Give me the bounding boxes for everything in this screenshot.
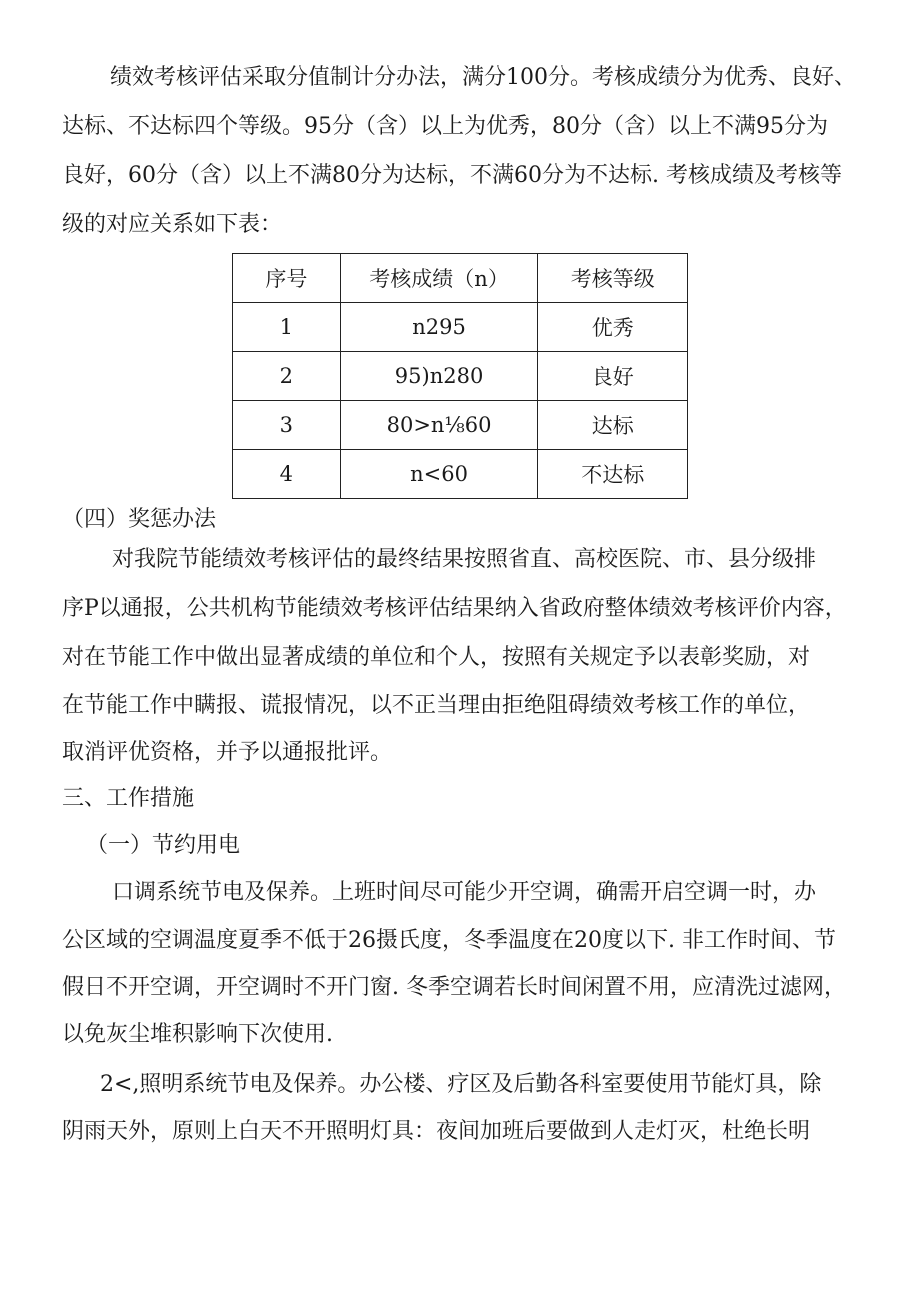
table-cell: 达标	[538, 401, 688, 450]
text-line: 口调系统节电及保养。上班时间尽可能少开空调，确需开启空调一时，办	[112, 880, 817, 905]
text-line: 达标、不达标四个等级。95分（含）以上为优秀，80分（含）以上不满95分为	[62, 114, 828, 139]
text-line: 对我院节能绩效考核评估的最终结果按照省直、高校医院、市、县分级排	[112, 547, 817, 572]
table-row	[233, 352, 688, 401]
section-heading: 三、工作措施	[62, 786, 195, 811]
text-line: 在节能工作中瞒报、谎报情况，以不正当理由拒绝阻碍绩效考核工作的单位，	[62, 693, 811, 718]
section-heading: （四）奖惩办法	[62, 507, 217, 532]
table-row	[233, 303, 688, 352]
grade-table	[232, 253, 688, 499]
column-header-index: 序号	[233, 254, 341, 303]
text-line: 以免灰尘堆积影响下次使用.	[62, 1022, 333, 1047]
column-header-score: 考核成绩（n）	[340, 254, 538, 303]
text-line: 级的对应关系如下表：	[62, 212, 283, 237]
table-cell: 95)n280	[340, 352, 538, 401]
table-header-row	[233, 254, 688, 303]
text-line: 取消评优资格，并予以通报批评。	[62, 740, 393, 765]
column-header-grade: 考核等级	[538, 254, 688, 303]
subsection-heading: （一）节约用电	[86, 833, 241, 858]
table-row	[233, 450, 688, 499]
table-cell: 4	[233, 450, 341, 499]
table-cell: n<60	[340, 450, 538, 499]
table-cell: 良好	[538, 352, 688, 401]
text-line: 序P以通报，公共机构节能绩效考核评估结果纳入省政府整体绩效考核评价内容，	[62, 596, 847, 621]
text-line: 良好，60分（含）以上不满80分为达标，不满60分为不达标. 考核成绩及考核等	[62, 163, 842, 188]
text-line: 2<,照明系统节电及保养。办公楼、疗区及后勤各科室要使用节能灯具，除	[100, 1072, 822, 1097]
table-cell: 优秀	[538, 303, 688, 352]
text-line: 假日不开空调，开空调时不开门窗. 冬季空调若长时间闲置不用，应清洗过滤网，	[62, 975, 846, 1000]
text-line: 绩效考核评估采取分值制计分办法，满分100分。考核成绩分为优秀、良好、	[110, 65, 856, 90]
table-cell: 3	[233, 401, 341, 450]
text-line: 阴雨天外，原则上白天不开照明灯具：夜间加班后要做到人走灯灭，杜绝长明	[62, 1119, 811, 1144]
table-cell: 1	[233, 303, 341, 352]
text-line: 对在节能工作中做出显著成绩的单位和个人，按照有关规定予以表彰奖励，对	[62, 645, 811, 670]
table-cell: n295	[340, 303, 538, 352]
table-cell: 不达标	[538, 450, 688, 499]
table-cell: 80>n⅛60	[340, 401, 538, 450]
text-line: 公区域的空调温度夏季不低于26摄氏度，冬季温度在20度以下. 非工作时间、节	[62, 928, 836, 953]
table-row	[233, 401, 688, 450]
table-cell: 2	[233, 352, 341, 401]
